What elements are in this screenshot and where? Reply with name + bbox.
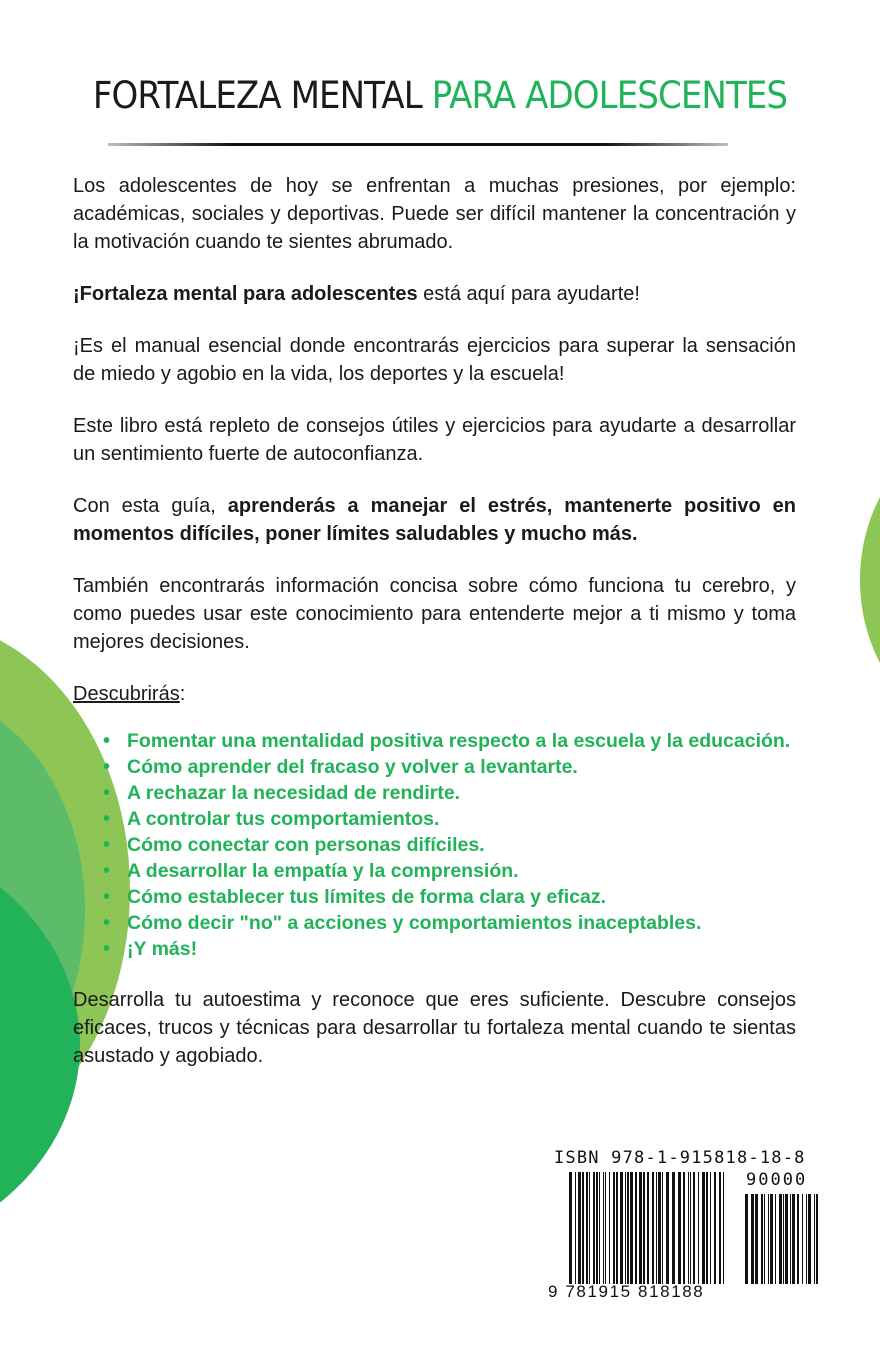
list-item: • A desarrollar la empatía y la comprensión. (127, 858, 796, 884)
intro-paragraph: Los adolescentes de hoy se enfrentan a muchas presiones, por ejemplo: académicas, sociales y deportivas. Puede ser difícil mantener la concentración y la motivación cuando te sientes abrumado. (73, 175, 796, 253)
right-edge-green-circle (860, 430, 880, 730)
tips-paragraph: Este libro está repleto de consejos útiles y ejercicios para ayudarte a desarrollar un sentimiento fuerte de autoconfianza. (73, 415, 796, 465)
book-title (35, 74, 845, 117)
tagline-paragraph (73, 280, 796, 308)
list-item: • A controlar tus comportamientos. (127, 806, 796, 832)
tagline-bold: ¡Fortaleza mental para adolescentes (73, 283, 418, 305)
list-item: • Cómo conectar con personas difíciles. (127, 832, 796, 858)
barcode-digits: 9 781915 818188 (548, 1282, 705, 1301)
title-part-green: PARA ADOLESCENTES (431, 74, 788, 117)
guide-intro: Con esta guía, (73, 495, 228, 517)
title-divider (108, 143, 728, 146)
manual-paragraph: ¡Es el manual esencial donde encontrarás ejercicios para superar la sensación de miedo y agobio en la vida, los deportes y la escuela! (73, 335, 796, 385)
back-cover-text (73, 172, 796, 1070)
discover-heading (73, 680, 796, 708)
discover-colon: : (179, 683, 186, 705)
list-item: • ¡Y más! (127, 936, 796, 962)
isbn-barcode (548, 1148, 828, 1308)
closing-paragraph: Desarrolla tu autoestima y reconoce que eres suficiente. Descubre consejos eficaces, trucos y técnicas para desarrollar tu fortaleza mental cuando te sientas asustado y agobiado. (73, 989, 796, 1067)
discover-label: Descubrirás (73, 683, 180, 705)
brain-paragraph: También encontrarás información concisa sobre cómo funciona tu cerebro, y como puedes usar este conocimiento para entenderte mejor a ti mismo y toma mejores decisiones. (73, 575, 796, 653)
barcode-bars (568, 1172, 728, 1284)
list-item: • Fomentar una mentalidad positiva respecto a la escuela y la educación. (127, 728, 796, 754)
guide-bold: aprenderás a manejar el estrés, mantenerte positivo en momentos difíciles, poner límites saludables y mucho más. (73, 495, 796, 545)
title-part-black: FORTALEZA MENTAL (92, 74, 422, 117)
price-addon-number: 90000 (746, 1170, 808, 1190)
list-item: • Cómo establecer tus límites de forma clara y eficaz. (127, 884, 796, 910)
tagline-rest: está aquí para ayudarte! (417, 283, 640, 305)
list-item: • A rechazar la necesidad de rendirte. (127, 780, 796, 806)
benefits-list (73, 728, 796, 962)
list-item: • Cómo decir "no" a acciones y comportamientos inaceptables. (127, 910, 796, 936)
list-item: • Cómo aprender del fracaso y volver a levantarte. (127, 754, 796, 780)
addon-barcode-bars (744, 1194, 822, 1284)
guide-paragraph (73, 492, 796, 548)
isbn-label: ISBN 978-1-915818-18-8 (554, 1148, 806, 1168)
